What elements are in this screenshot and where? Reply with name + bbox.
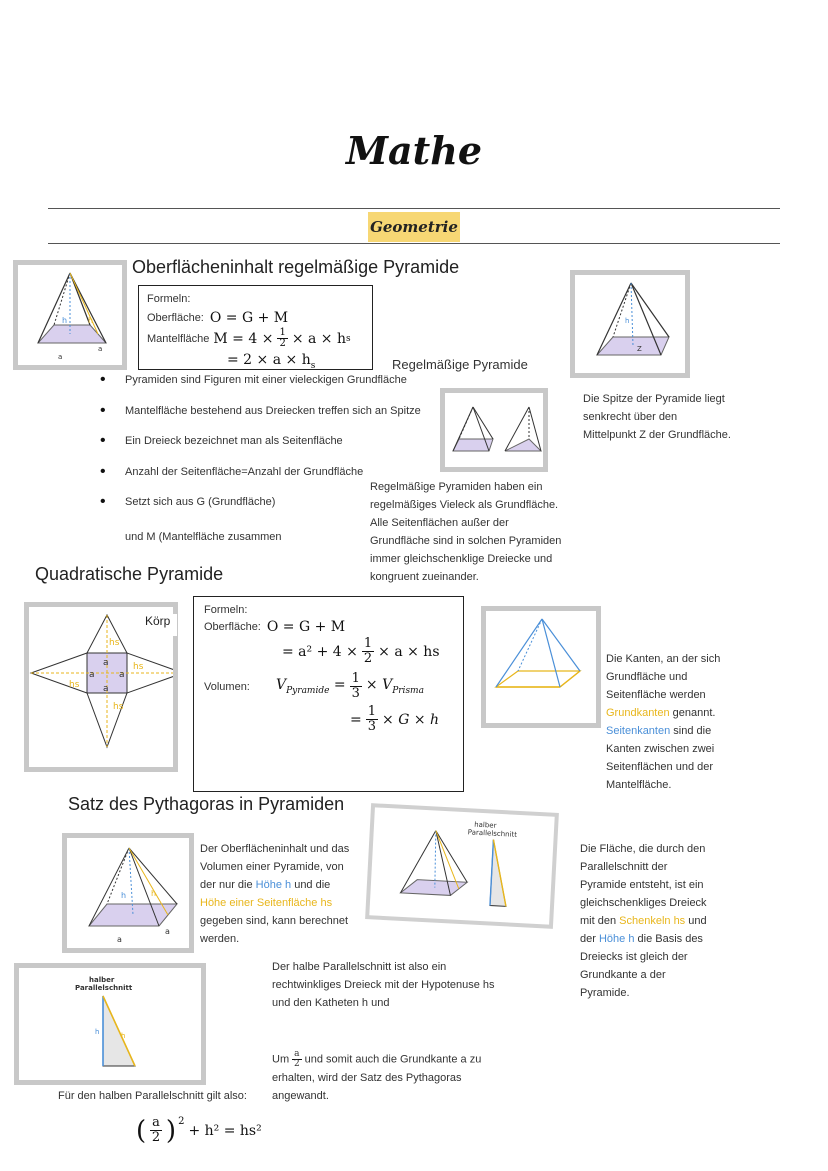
formula2-line2a: = a² + 4 × <box>282 643 358 660</box>
svg-text:a: a <box>58 353 63 361</box>
volume-label: Volumen: <box>204 680 250 693</box>
lateral-formula-b: × a × h <box>291 330 346 347</box>
volume-line2: × G × h <box>382 711 440 728</box>
svg-text:h: h <box>121 1032 126 1040</box>
subscript-s: s <box>346 333 351 344</box>
divider-top <box>48 208 780 209</box>
bullet-item: • Anzahl der Seitenfläche=Anzahl der Grundfläche <box>100 466 421 497</box>
volume-lhs: $V_{Pyramide}$ = <box>276 677 346 696</box>
term-hoehe: Höhe h <box>255 879 292 891</box>
bullet-item: • Setzt sich aus G (Grundfläche) <box>100 496 421 527</box>
fraction-half-2: $\frac{1}{2}$ <box>363 636 373 666</box>
svg-text:h: h <box>95 1028 100 1036</box>
section1-heading: Oberflächeninhalt regelmäßige Pyramide <box>132 257 460 277</box>
pyramid-figure-1 <box>13 260 127 370</box>
regular-description: Regelmäßige Pyramiden haben ein regelmäßiges Vieleck als Grundfläche. Alle Seitenflächen außer der Grundfläche sind in solchen Pyramiden immer gleichschenklige Dreiecke und kongruent zueinander. <box>370 481 562 583</box>
svg-text:a: a <box>165 927 170 936</box>
svg-text:halber: halber <box>473 820 497 830</box>
svg-text:a: a <box>117 935 122 944</box>
svg-text:Parallelschnitt: Parallelschnitt <box>467 828 518 839</box>
formula-box-1 <box>138 285 373 370</box>
term-grundkanten: Grundkanten <box>606 707 670 719</box>
svg-text:halber: halber <box>89 976 115 984</box>
svg-text:a: a <box>89 670 95 680</box>
half-section-figure <box>14 963 206 1085</box>
svg-text:h: h <box>151 889 157 898</box>
surface-label: Oberfläche: <box>147 312 204 324</box>
fraction-third: $\frac{1}{3}$ <box>351 671 360 701</box>
term-hoehe-h: Höhe h <box>598 933 635 945</box>
svg-text:a: a <box>119 670 125 680</box>
svg-text:hs: hs <box>69 680 80 690</box>
edges-description: Die Kanten, an der sich Grundfläche und Seitenfläche werden Grundkanten genannt. Seitenkanten sind die Kanten zwischen zwei Seitenflächen und der Mantelfläche. <box>606 653 721 791</box>
divider-bottom <box>48 243 780 244</box>
fraction-a-over-2: $\frac{a}{2}$ <box>151 1115 161 1145</box>
fraction-half: $\frac{1}{2}$ <box>279 327 286 349</box>
svg-text:Parallelschnitt: Parallelschnitt <box>75 984 133 992</box>
volume-rhs: × $V_{Prisma}$ <box>365 677 424 696</box>
formula-intro: Für den halben Parallelschnitt gilt also: <box>58 1090 247 1102</box>
pyramid-pythagoras-figure <box>62 833 194 953</box>
lateral-formula-c: = 2 × a × h <box>227 352 311 368</box>
svg-text:hs: hs <box>113 702 124 712</box>
svg-text:Z: Z <box>637 345 642 353</box>
regular-pyramid-label: Regelmäßige Pyramide <box>392 357 528 372</box>
svg-text:a: a <box>103 658 109 668</box>
formula2-line2b: × a × hs <box>378 643 440 660</box>
formula-label: Formeln: <box>147 293 191 305</box>
bullet-item: • Pyramiden sind Figuren mit einer vieleckigen Grundfläche <box>100 374 421 405</box>
svg-text:h: h <box>625 317 630 325</box>
term-hoehe-seitenflaeche: Höhe einer Seitenfläche hs <box>200 897 333 909</box>
apex-description: Die Spitze der Pyramide liegt senkrecht über den Mittelpunkt Z der Grundfläche. <box>583 393 731 441</box>
section-tag: Geometrie <box>368 212 460 242</box>
formula-tail: + h² = hs² <box>188 1122 262 1139</box>
pyramid-figure-apex <box>570 270 690 378</box>
svg-text:a: a <box>103 684 109 694</box>
svg-text:h: h <box>121 891 127 900</box>
section2-heading: Quadratische Pyramide <box>35 564 224 584</box>
net-overlay-text: Körp <box>145 614 177 636</box>
surface-formula: O = G + M <box>209 310 289 326</box>
surface-label-2: Oberfläche: <box>204 621 261 633</box>
svg-text:h: h <box>88 316 94 325</box>
parallel-section-figure <box>365 803 559 929</box>
fraction-a-half: $\frac{a}{2}$ <box>293 1049 300 1069</box>
half-section-text: Der halbe Parallelschnitt ist also ein rechtwinkliges Dreieck mit der Hypotenuse hs und den Katheten h und <box>272 961 495 1009</box>
bullet-item: • Ein Dreieck bezeichnet man als Seitenfläche <box>100 435 421 466</box>
bullet-item: • Mantelfläche bestehend aus Dreiecken treffen sich an Spitze <box>100 405 421 436</box>
formula-box-2: Formeln: Oberfläche: O = G + M = a² + 4 × $\frac{1}{2}$ × a × hs Volumen: $V_{Pyramide}$ = $\frac{1}{3}$ × $V_{Prisma}$ = $\frac{1}{3}$ × G × h <box>193 596 464 792</box>
svg-text:a: a <box>98 345 103 353</box>
bullet-continuation: und M (Mantelfläche zusammen <box>125 531 282 543</box>
lateral-formula-a: M = 4 × <box>213 330 274 347</box>
term-schenkeln: Schenkeln hs <box>619 915 686 927</box>
fraction-third-2: $\frac{1}{3}$ <box>367 704 377 734</box>
section-description: Die Fläche, die durch den Parallelschnitt der Pyramide entsteht, ist ein gleichschenkliges Dreieck mit den Schenkeln hs und der Höhe h die Basis des Dreiecks ist gleich der Grundkante a der Pyramide. <box>580 843 707 999</box>
term-seitenkanten: Seitenkanten <box>606 725 671 737</box>
half-section-text2: Um $\frac{a}{2}$ und somit auch die Grundkante a zu erhalten, wird der Satz des Pythagoras angewandt. <box>272 1049 482 1102</box>
surface-formula-2: O = G + M <box>266 619 346 635</box>
pyramid-edges-figure <box>481 606 601 728</box>
regular-pyramids-figure <box>440 388 548 472</box>
svg-text:hs: hs <box>133 662 144 672</box>
pythagoras-intro: Der Oberflächeninhalt und das Volumen einer Pyramide, von der nur die Höhe h und die Höhe einer Seitenfläche hs gegeben sind, kann berechnet werden. <box>200 843 350 945</box>
section3-heading: Satz des Pythagoras in Pyramiden <box>68 794 345 814</box>
svg-text:h: h <box>62 316 68 325</box>
formula-label-2: Formeln: <box>204 604 248 616</box>
lateral-label: Mantelfläche <box>147 332 210 345</box>
svg-text:hs: hs <box>109 638 120 648</box>
pythagoras-formula: ( $\frac{a}{2}$ ) $^2$ + h² = hs² <box>136 1115 262 1146</box>
page-title: Mathe <box>345 128 483 173</box>
subscript-s-2: s <box>310 361 316 372</box>
